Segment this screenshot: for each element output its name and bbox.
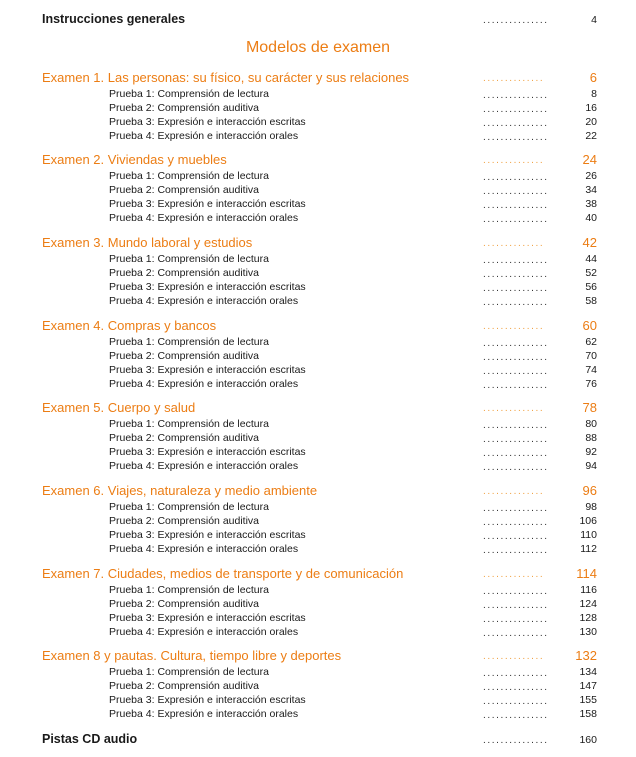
leader-dots: .............. [483, 321, 545, 332]
leader-dots: ............... [483, 118, 549, 129]
prueba-label: Prueba 4: Expresión e interacción orales [109, 460, 299, 472]
leader-dots: ............... [483, 545, 549, 556]
leader-dots: ............... [483, 448, 549, 459]
exam-title: Examen 7. Ciudades, medios de transporte y de comunicación [42, 566, 404, 581]
leader-dots: ............... [483, 462, 549, 473]
leader-dots: ............... [483, 531, 549, 542]
prueba-label: Prueba 4: Expresión e interacción orales [109, 295, 299, 307]
page-number: 92 [585, 446, 597, 458]
leader-dots: ............... [483, 366, 549, 377]
leader-dots: ............... [483, 15, 549, 26]
leader-dots: .............. [483, 155, 545, 166]
page-number: 147 [579, 680, 597, 692]
toc-entry-pistas: Pistas CD audio [42, 732, 138, 746]
page-number: 58 [585, 295, 597, 307]
prueba-label: Prueba 4: Expresión e interacción orales [109, 626, 299, 638]
prueba-label: Prueba 2: Comprensión auditiva [109, 350, 260, 362]
prueba-label: Prueba 1: Comprensión de lectura [109, 253, 269, 265]
page-number: 128 [579, 612, 597, 624]
prueba-label: Prueba 4: Expresión e interacción orales [109, 212, 299, 224]
page-number: 130 [579, 626, 597, 638]
page-number: 70 [585, 350, 597, 362]
leader-dots: ............... [483, 352, 549, 363]
leader-dots: ............... [483, 503, 549, 514]
prueba-label: Prueba 2: Comprensión auditiva [109, 680, 260, 692]
page-number: 116 [580, 584, 597, 596]
leader-dots: ............... [483, 434, 549, 445]
page-number: 160 [579, 734, 597, 746]
page-number: 52 [585, 267, 597, 279]
exam-title: Examen 6. Viajes, naturaleza y medio ambiente [42, 483, 318, 498]
leader-dots: .............. [483, 569, 545, 580]
prueba-label: Prueba 2: Comprensión auditiva [109, 102, 260, 114]
leader-dots: ............... [483, 682, 549, 693]
page-number: 34 [585, 184, 597, 196]
page-number: 26 [585, 170, 597, 182]
leader-dots: ............... [483, 269, 549, 280]
prueba-label: Prueba 1: Comprensión de lectura [109, 88, 269, 100]
exam-title: Examen 4. Compras y bancos [42, 318, 217, 333]
exam-page-number: 42 [582, 235, 597, 250]
page-number: 158 [579, 708, 597, 720]
page-number: 94 [585, 460, 597, 472]
page-number: 155 [579, 694, 597, 706]
exam-title: Examen 2. Viviendas y muebles [42, 152, 227, 167]
page-number: 80 [585, 418, 597, 430]
prueba-label: Prueba 1: Comprensión de lectura [109, 584, 269, 596]
exam-page-number: 60 [582, 318, 597, 333]
prueba-label: Prueba 1: Comprensión de lectura [109, 336, 269, 348]
prueba-label: Prueba 3: Expresión e interacción escritas [109, 694, 306, 706]
leader-dots: ............... [483, 297, 549, 308]
exam-page-number: 114 [576, 566, 597, 581]
leader-dots: ............... [483, 90, 549, 101]
leader-dots: .............. [483, 238, 545, 249]
page-number: 110 [580, 529, 597, 541]
page-number: 22 [585, 130, 597, 142]
prueba-label: Prueba 3: Expresión e interacción escritas [109, 612, 306, 624]
leader-dots: ............... [483, 380, 549, 391]
exam-title: Examen 5. Cuerpo y salud [42, 400, 196, 415]
prueba-label: Prueba 3: Expresión e interacción escritas [109, 446, 306, 458]
leader-dots: ............... [483, 710, 549, 721]
page-number: 134 [579, 666, 597, 678]
page-number: 40 [585, 212, 597, 224]
leader-dots: ............... [483, 172, 549, 183]
page-number: 106 [579, 515, 597, 527]
prueba-label: Prueba 4: Expresión e interacción orales [109, 130, 299, 142]
leader-dots: ............... [483, 338, 549, 349]
exam-page-number: 96 [582, 483, 597, 498]
page-number: 8 [591, 88, 597, 100]
prueba-label: Prueba 2: Comprensión auditiva [109, 267, 260, 279]
leader-dots: ............... [483, 517, 549, 528]
page-number: 62 [585, 336, 597, 348]
page-number: 44 [585, 253, 597, 265]
prueba-label: Prueba 2: Comprensión auditiva [109, 515, 260, 527]
leader-dots: ............... [483, 420, 549, 431]
leader-dots: ............... [483, 668, 549, 679]
prueba-label: Prueba 1: Comprensión de lectura [109, 501, 269, 513]
leader-dots: .............. [483, 73, 545, 84]
exam-page-number: 78 [582, 400, 597, 415]
leader-dots: ............... [483, 735, 549, 746]
leader-dots: .............. [483, 651, 545, 662]
prueba-label: Prueba 3: Expresión e interacción escritas [109, 198, 306, 210]
leader-dots: ............... [483, 214, 549, 225]
leader-dots: ............... [483, 696, 549, 707]
page-number: 74 [585, 364, 597, 376]
prueba-label: Prueba 2: Comprensión auditiva [109, 432, 260, 444]
page-number: 76 [585, 378, 597, 390]
leader-dots: ............... [483, 104, 549, 115]
page-number: 88 [585, 432, 597, 444]
page-number: 4 [591, 14, 597, 26]
leader-dots: ............... [483, 186, 549, 197]
exam-title: Examen 8 y pautas. Cultura, tiempo libre y deportes [42, 648, 342, 663]
exam-title: Examen 1. Las personas: su físico, su carácter y sus relaciones [42, 70, 410, 85]
page-number: 98 [585, 501, 597, 513]
page-number: 38 [585, 198, 597, 210]
toc-entry-instrucciones: Instrucciones generales [42, 12, 186, 26]
prueba-label: Prueba 1: Comprensión de lectura [109, 418, 269, 430]
prueba-label: Prueba 3: Expresión e interacción escritas [109, 281, 306, 293]
leader-dots: ............... [483, 255, 549, 266]
prueba-label: Prueba 1: Comprensión de lectura [109, 170, 269, 182]
prueba-label: Prueba 3: Expresión e interacción escritas [109, 529, 306, 541]
leader-dots: .............. [483, 486, 545, 497]
prueba-label: Prueba 2: Comprensión auditiva [109, 184, 260, 196]
page-number: 16 [585, 102, 597, 114]
exam-page-number: 24 [582, 152, 597, 167]
leader-dots: ............... [483, 283, 549, 294]
page-number: 20 [585, 116, 597, 128]
exam-page-number: 6 [589, 70, 597, 85]
prueba-label: Prueba 4: Expresión e interacción orales [109, 378, 299, 390]
prueba-label: Prueba 4: Expresión e interacción orales [109, 708, 299, 720]
page-number: 112 [580, 543, 597, 555]
section-heading: Modelos de examen [245, 39, 391, 56]
prueba-label: Prueba 3: Expresión e interacción escritas [109, 116, 306, 128]
page-number: 56 [585, 281, 597, 293]
prueba-label: Prueba 1: Comprensión de lectura [109, 666, 269, 678]
page-number: 124 [579, 598, 597, 610]
prueba-label: Prueba 4: Expresión e interacción orales [109, 543, 299, 555]
prueba-label: Prueba 2: Comprensión auditiva [109, 598, 260, 610]
leader-dots: ............... [483, 600, 549, 611]
leader-dots: ............... [483, 614, 549, 625]
exam-page-number: 132 [575, 648, 597, 663]
leader-dots: ............... [483, 628, 549, 639]
prueba-label: Prueba 3: Expresión e interacción escritas [109, 364, 306, 376]
leader-dots: .............. [483, 403, 545, 414]
leader-dots: ............... [483, 586, 549, 597]
leader-dots: ............... [483, 132, 549, 143]
leader-dots: ............... [483, 200, 549, 211]
exam-title: Examen 3. Mundo laboral y estudios [42, 235, 253, 250]
